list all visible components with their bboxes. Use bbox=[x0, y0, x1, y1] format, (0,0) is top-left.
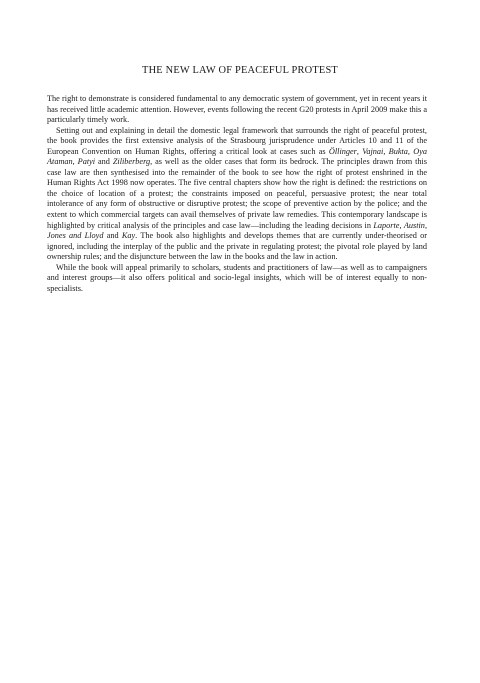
paragraph-audience bbox=[47, 263, 427, 295]
text-run: , bbox=[383, 146, 389, 156]
case-name: Öllinger bbox=[328, 146, 357, 156]
paragraph-framework bbox=[47, 126, 427, 263]
page-title: THE NEW LAW OF PEACEFUL PROTEST bbox=[142, 65, 338, 76]
paragraph-intro bbox=[47, 94, 427, 126]
case-name: Ziliberberg bbox=[112, 157, 151, 167]
text-run: Setting out and explaining in detail the domestic legal framework that surrounds the right of peaceful protest, the book provides the first extensive analysis of the Strasbourg jurisprudence under Articles 10 and 11 of the European Convention on Human Rights, offering a critical look at cases such as bbox=[47, 125, 427, 156]
text-run: , bbox=[424, 220, 427, 230]
case-name: Bukta bbox=[388, 146, 408, 156]
text-run: . The book also highlights and develops themes that are currently under-theorised or ignored, including the interplay of the public and the private in regulating protest; the pivotal role played by land ownership rules; and the disjuncture between the law in the books and the law in action. bbox=[47, 231, 427, 262]
text-run: , bbox=[407, 146, 414, 156]
text-run: , bbox=[72, 157, 78, 167]
case-name: Oya Ataman bbox=[47, 146, 427, 167]
case-name: Laporte bbox=[373, 220, 400, 230]
case-name: Vajnai bbox=[362, 146, 384, 156]
text-run: , as well as the older cases that form its bedrock. The principles drawn from this case law are then synthesised into the remainder of the book to see how the right of protest enshrined in the Human Rights Act 1998 now operates. The five central chapters show how the right is defined: the restrictions on the choice of location of a protest; the constraints imposed on peaceful, persuasive protest; the near total intolerance of any form of obstructive or disruptive protest; the scope of preventive action by the police; and the extent to which commercial targets can avail themselves of private law remedies. This contemporary landscape is highlighted by critical analysis of the principles and case law—including the leading decisions in bbox=[47, 157, 427, 230]
text-run: and bbox=[103, 231, 122, 241]
case-name: Patyi bbox=[77, 157, 96, 167]
case-name: Austin bbox=[403, 220, 425, 230]
text-run: While the book will appeal primarily to scholars, students and practitioners of law—as well as to campaigners and interest groups—it also offers political and socio-legal insights, which will be of interest equally to non-specialists. bbox=[47, 262, 427, 293]
text-run: and bbox=[95, 157, 113, 167]
body-text bbox=[47, 94, 427, 294]
case-name: Kay bbox=[121, 231, 136, 241]
text-run: The right to demonstrate is considered fundamental to any democratic system of government, yet in recent years it has received little academic attention. However, events following the recent G20 protests in April 2009 make this a particularly timely work. bbox=[47, 94, 427, 125]
text-run: , bbox=[399, 220, 404, 230]
case-name: Jones and Lloyd bbox=[47, 231, 104, 241]
text-run: , bbox=[356, 146, 363, 156]
